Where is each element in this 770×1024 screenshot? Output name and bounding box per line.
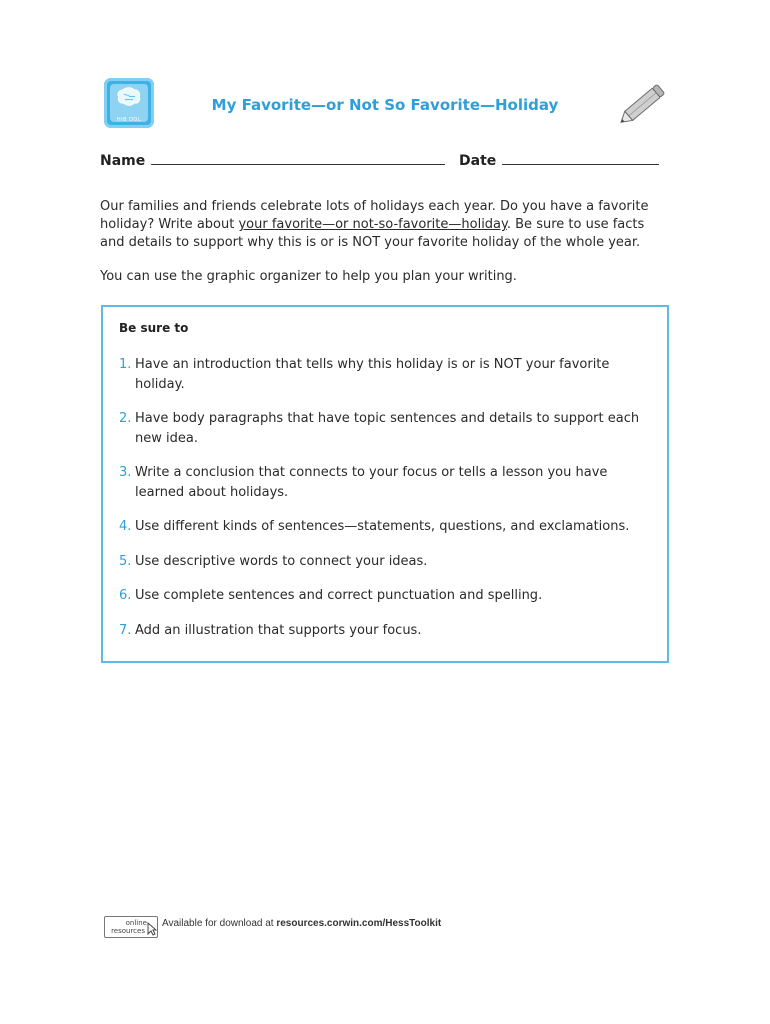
badge-line-2: resources xyxy=(111,927,145,935)
date-field[interactable] xyxy=(459,150,659,169)
item-number: 4. xyxy=(119,519,132,534)
checklist-item xyxy=(119,552,649,572)
name-blank-line[interactable] xyxy=(151,150,445,165)
download-link[interactable]: resources.corwin.com/HessToolkit xyxy=(276,918,442,929)
cursor-icon xyxy=(147,922,157,936)
item-text: Add an illustration that supports your focus. xyxy=(135,622,422,638)
checklist-item xyxy=(119,355,649,394)
date-label: Date xyxy=(459,153,497,169)
online-resources-badge xyxy=(104,916,158,938)
organizer-hint: You can use the graphic organizer to help you plan your writing. xyxy=(100,269,517,284)
footer-prefix: Available for download at xyxy=(162,918,277,929)
checklist-item xyxy=(119,621,649,641)
checklist-item xyxy=(119,586,649,606)
page-title: My Favorite—or Not So Favorite—Holiday xyxy=(211,96,559,114)
checklist-item xyxy=(119,517,649,537)
intro-text-1: Our families and friends celebrate lots of holidays each year. Do you have a favorite holiday? Write about xyxy=(100,199,649,232)
intro-text-2: . Be sure to use facts and details to support why this is or is NOT your favorite holiday of the whole year. xyxy=(100,217,645,250)
item-number: 2. xyxy=(119,411,132,426)
checklist-heading: Be sure to xyxy=(119,321,189,335)
item-text: Have an introduction that tells why this holiday is or is NOT your favorite holiday. xyxy=(135,357,610,392)
item-text: Use complete sentences and correct punctuation and spelling. xyxy=(135,588,543,603)
checklist-list xyxy=(119,355,649,655)
item-number: 1. xyxy=(119,357,132,372)
item-number: 7. xyxy=(119,622,132,638)
intro-paragraph xyxy=(100,198,670,252)
name-label: Name xyxy=(100,153,146,169)
item-text: Use different kinds of sentences—statements, questions, and exclamations. xyxy=(135,519,630,534)
footer-text xyxy=(162,918,441,929)
item-text: Use descriptive words to connect your ideas. xyxy=(135,553,428,569)
item-number: 6. xyxy=(119,588,132,603)
checklist-item xyxy=(119,409,649,448)
name-field[interactable] xyxy=(100,150,445,169)
item-text: Have body paragraphs that have topic sentences and details to support each new idea. xyxy=(135,411,640,446)
pencil-icon xyxy=(618,78,670,128)
item-text: Write a conclusion that connects to your focus or tells a lesson you have learned about holidays. xyxy=(135,465,608,500)
date-blank-line[interactable] xyxy=(502,150,659,165)
item-number: 3. xyxy=(119,465,132,480)
checklist-box xyxy=(101,305,669,663)
item-number: 5. xyxy=(119,553,132,569)
intro-underlined-text: your favorite—or not-so-favorite—holiday xyxy=(238,217,507,232)
checklist-item xyxy=(119,463,649,502)
logo-text: HIB DOL xyxy=(116,117,142,123)
badge-line-1: online xyxy=(125,919,147,927)
